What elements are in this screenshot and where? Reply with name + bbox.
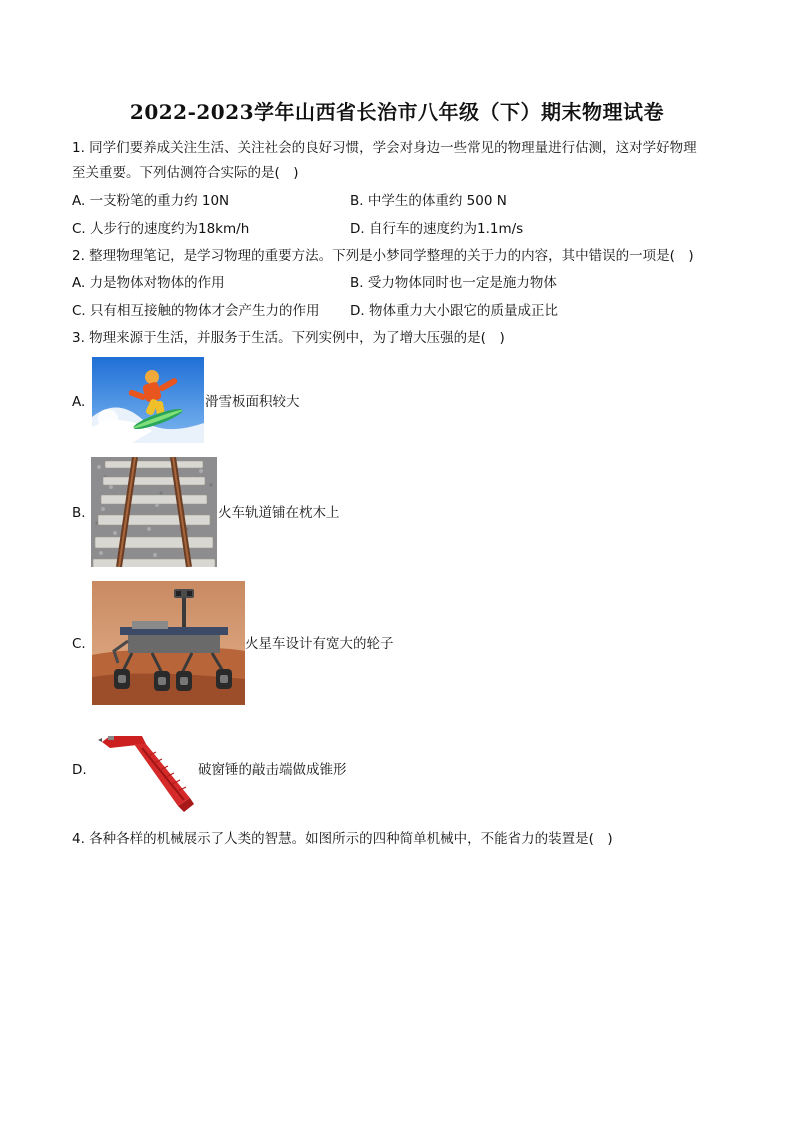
q2-option-c: C. 只有相互接触的物体才会产生力的作用 [72,303,320,319]
q3-stem-line1: 3. 物理来源于生活，并服务于生活。下列实例中，为了增大压强的是( ) [72,330,505,346]
mars-rover-image [92,581,245,705]
q1-option-b: B. 中学生的体重约 500 N [350,193,507,209]
q1-stem-line2: 至关重要。下列估测符合实际的是( ) [72,165,299,181]
page-title: 2022-2023学年山西省长治市八年级（下）期末物理试卷 [129,100,665,124]
q3-option-a-text: 滑雪板面积较大 [205,394,300,410]
q4-stem-line1: 4. 各种各样的机械展示了人类的智慧。如图所示的四种简单机械中，不能省力的装置是( ) [72,831,613,847]
snowboarder-image [92,357,204,443]
q2-option-a: A. 力是物体对物体的作用 [72,275,225,291]
q3-option-d-text: 破窗锤的敲击端做成锥形 [198,762,347,778]
q3-option-b-label: B. [72,505,86,521]
q3-option-d-label: D. [72,762,87,778]
q2-option-d: D. 物体重力大小跟它的质量成正比 [350,303,558,319]
q3-option-b-text: 火车轨道铺在枕木上 [218,505,340,521]
safety-hammer-image [98,730,198,814]
q2-stem-line1: 2. 整理物理笔记，是学习物理的重要方法。下列是小梦同学整理的关于力的内容，其中错误的一项是( ) [72,248,694,264]
q3-option-a-label: A. [72,394,86,410]
q1-option-a: A. 一支粉笔的重力约 10N [72,193,230,209]
q1-stem-line1: 1. 同学们要养成关注生活、关注社会的良好习惯，学会对身边一些常见的物理量进行估测，这对学好物理 [72,140,697,156]
q1-option-c: C. 人步行的速度约为18km/h [72,221,250,237]
railway-track-image [91,457,217,567]
q3-option-c-text: 火星车设计有宽大的轮子 [245,636,394,652]
q1-option-d: D. 自行车的速度约为1.1m/s [350,221,524,237]
q2-option-b: B. 受力物体同时也一定是施力物体 [350,275,557,291]
q3-option-c-label: C. [72,636,86,652]
